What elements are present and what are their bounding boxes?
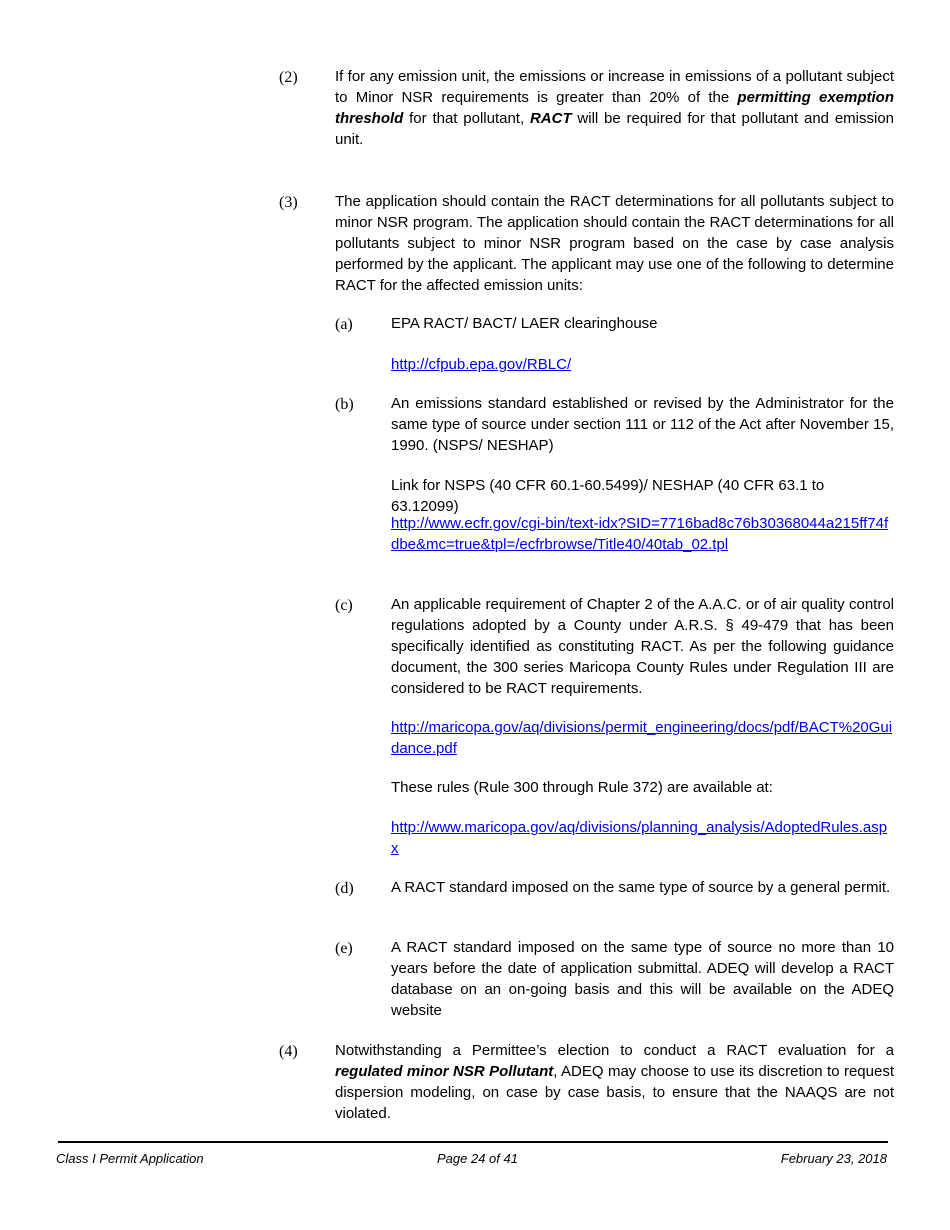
regulated-minor-nsr-pollutant-term: regulated minor NSR Pollutant <box>335 1063 554 1080</box>
item-number-4: (4) <box>279 1043 298 1060</box>
adopted-rules-link[interactable]: http://www.maricopa.gov/aq/divisions/planning_analysis/AdoptedRules.aspx <box>391 819 888 857</box>
subitem-label-b: (b) <box>335 396 354 413</box>
item-number-2: (2) <box>279 69 298 86</box>
permitting-exemption-threshold-term: permitting exemption threshold <box>335 89 894 127</box>
subitem-c-text: An applicable requirement of Chapter 2 of the A.A.C. or of air quality control regulations adopted by a County under A.R.S. § 49-479 that has been specifically identified as constituting RACT. As per the following guidance document, the 300 series Maricopa County Rules under Regulation III are considered to be RACT requirements. <box>391 596 894 697</box>
footer-divider <box>58 1141 888 1143</box>
item-4-text-part: , ADEQ may choose to use its discretion to request dispersion modeling, on case by case basis, to ensure that the NAAQS are not violated. <box>335 1063 895 1122</box>
subitem-label-c: (c) <box>335 597 353 614</box>
subitem-b-link-block <box>391 513 894 555</box>
subitem-c-link1-block <box>391 717 894 759</box>
ract-term: RACT <box>529 110 572 127</box>
subitem-label-d: (d) <box>335 880 354 897</box>
item-3-text: The application should contain the RACT determinations for all pollutants subject to minor NSR program. The application should contain the RACT determinations for all pollutants subject to minor NSR program based on the case by case analysis performed by the applicant. The applicant may use one of the following to determine RACT for the affected emission units: <box>335 193 894 294</box>
subitem-e-text: A RACT standard imposed on the same type of source no more than 10 years before the date of application submittal. ADEQ will develop a RACT database on an on-going basis and this will be available on the ADEQ website <box>391 939 894 1019</box>
subitem-label-a: (a) <box>335 316 353 333</box>
footer-date: February 23, 2018 <box>780 1151 887 1166</box>
item-4-text-part: Notwithstanding a Permittee’s election to conduct a RACT evaluation for a <box>335 1042 894 1059</box>
item-4-text <box>335 1040 894 1124</box>
subitem-a-link-block <box>391 354 894 375</box>
item-2-text-part: will be required for that pollutant and emission unit. <box>335 110 895 148</box>
footer-page-number: Page 24 of 41 <box>437 1151 518 1166</box>
footer-document-title: Class I Permit Application <box>56 1151 204 1166</box>
subitem-label-e: (e) <box>335 940 353 957</box>
ecfr-link[interactable]: http://www.ecfr.gov/cgi-bin/text-idx?SID=7716bad8c76b30368044a215ff74fdbe&mc=true&tpl=/ecfrbrowse/Title40/40tab_02.tpl <box>391 515 889 553</box>
rblc-link[interactable]: http://cfpub.epa.gov/RBLC/ <box>391 356 572 373</box>
item-2-text-part: for that pollutant, <box>403 110 530 127</box>
item-2-text <box>335 66 894 150</box>
bact-guidance-link[interactable]: http://maricopa.gov/aq/divisions/permit_engineering/docs/pdf/BACT%20Guidance.pdf <box>391 719 893 757</box>
subitem-c-text2: These rules (Rule 300 through Rule 372) are available at: <box>391 779 773 796</box>
item-number-3: (3) <box>279 194 298 211</box>
subitem-a-text: EPA RACT/ BACT/ LAER clearinghouse <box>391 315 658 332</box>
subitem-d-text: A RACT standard imposed on the same type of source by a general permit. <box>391 879 891 896</box>
subitem-b-text2: Link for NSPS (40 CFR 60.1-60.5499)/ NESHAP (40 CFR 63.1 to 63.12099) <box>391 477 825 515</box>
subitem-c-link2-block <box>391 817 894 859</box>
item-2-text-part: If for any emission unit, the emissions or increase in emissions of a pollutant subject to Minor NSR requirements is greater than 20% of the <box>335 68 894 106</box>
subitem-b-text: An emissions standard established or revised by the Administrator for the same type of source under section 111 or 112 of the Act after November 15, 1990. (NSPS/ NESHAP) <box>391 395 894 454</box>
